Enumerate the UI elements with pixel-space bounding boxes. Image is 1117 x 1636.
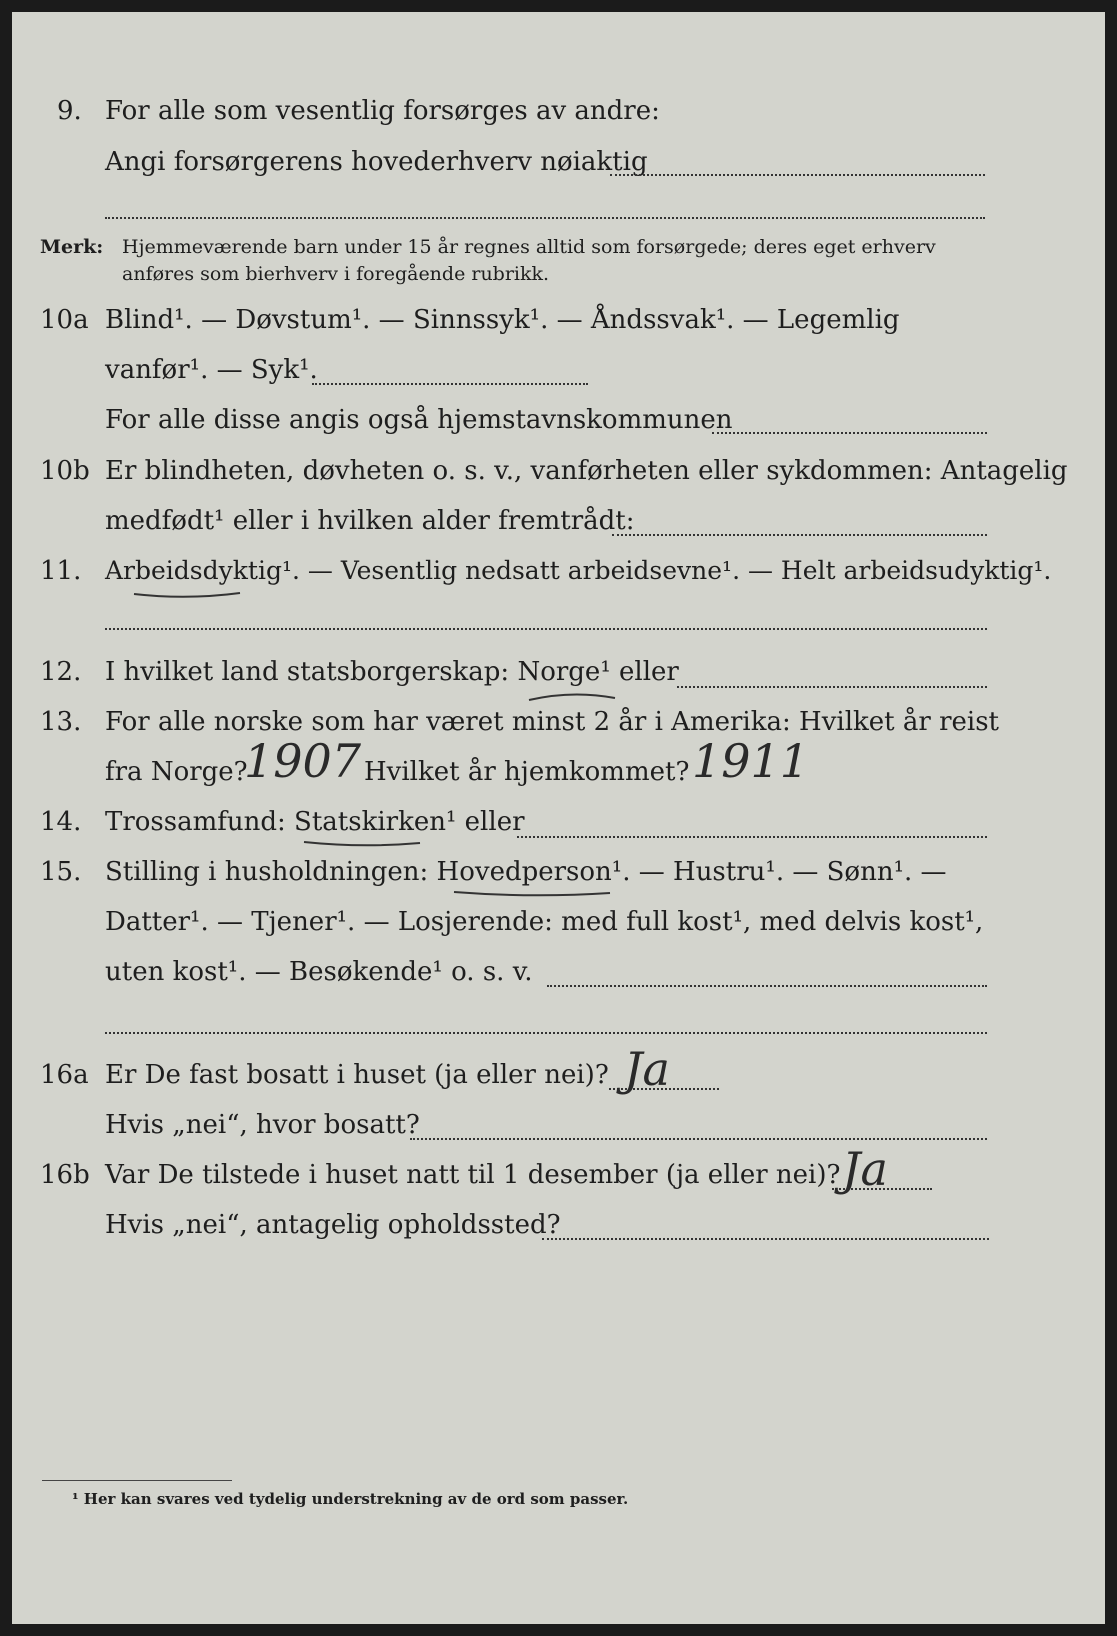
q10a-kommune-line[interactable]: [712, 432, 987, 434]
q14-answer-line[interactable]: [517, 836, 987, 838]
census-form-page: [12, 12, 1105, 1624]
q9-answer-line[interactable]: [610, 174, 985, 176]
q16b-number: 16b: [40, 1160, 90, 1190]
footnote-rule: [42, 1480, 232, 1481]
q16b-line2: Hvis „nei“, antagelig opholdssted?: [105, 1210, 561, 1240]
q10b-number: 10b: [40, 456, 90, 486]
q13-line2b: Hvilket år hjemkommet?: [364, 757, 690, 787]
q13-underline-mark: [527, 690, 617, 704]
q10a-line2: vanfør¹. — Syk¹.: [105, 355, 318, 385]
q16b-answer: Ja: [842, 1142, 888, 1196]
q16a-number: 16a: [40, 1060, 89, 1090]
q14-underline-mark: [302, 838, 422, 850]
q9-line2: Angi forsørgerens hovederhverv nøiaktig: [105, 147, 648, 177]
q10a-line1: Blind¹. — Døvstum¹. — Sinnssyk¹. — Åndssvak¹. — Legemlig: [105, 305, 900, 335]
q15-line3: uten kost¹. — Besøkende¹ o. s. v.: [105, 957, 533, 987]
q11-underline-mark: [132, 588, 242, 600]
q15-underline-mark: [452, 888, 612, 900]
q11-answer-line[interactable]: [105, 628, 987, 630]
q11-number: 11.: [40, 556, 82, 586]
q10b-answer-line[interactable]: [612, 534, 987, 536]
q10a-number: 10a: [40, 305, 89, 335]
q16a-line2: Hvis „nei“, hvor bosatt?: [105, 1110, 420, 1140]
q15-number: 15.: [40, 857, 82, 887]
q10b-line1: Er blindheten, døvheten o. s. v., vanførheten eller sykdommen: Antagelig: [105, 456, 1068, 486]
q14-line1: Trossamfund: Statskirken¹ eller: [105, 807, 525, 837]
q13-answer-hjem: 1911: [692, 734, 810, 788]
q13-number: 13.: [40, 707, 82, 737]
q9-line1: For alle som vesentlig forsørges av andre:: [105, 96, 660, 126]
q9-answer-line-2[interactable]: [105, 217, 985, 219]
q13-answer-reist: 1907: [244, 734, 362, 788]
merk-label: Merk:: [40, 236, 104, 258]
q10b-line2: medfødt¹ eller i hvilken alder fremtrådt:: [105, 506, 635, 536]
q12-answer-line[interactable]: [677, 686, 987, 688]
q15-answer-line-2[interactable]: [105, 1032, 987, 1034]
merk-line2: anføres som bierhverv i foregående rubrikk.: [122, 263, 550, 285]
q10a-line3: For alle disse angis også hjemstavnskommunen: [105, 405, 733, 435]
q12-number: 12.: [40, 657, 82, 687]
q14-number: 14.: [40, 807, 82, 837]
footnote: ¹ Her kan svares ved tydelig understrekning av de ord som passer.: [72, 1490, 629, 1508]
q15-line2: Datter¹. — Tjener¹. — Losjerende: med full kost¹, med delvis kost¹,: [105, 907, 984, 937]
q12-line1: I hvilket land statsborgerskap: Norge¹ eller: [105, 657, 679, 687]
q13-line2a: fra Norge?: [105, 757, 248, 787]
q15-line1: Stilling i husholdningen: Hovedperson¹. — Hustru¹. — Sønn¹. —: [105, 857, 947, 887]
q16b-line1: Var De tilstede i huset natt til 1 desember (ja eller nei)?: [105, 1160, 841, 1190]
q16a-answer: Ja: [624, 1042, 670, 1096]
q16a-bosatt-line[interactable]: [410, 1138, 987, 1140]
q16a-line1: Er De fast bosatt i huset (ja eller nei)?: [105, 1060, 609, 1090]
q16b-opholdssted-line[interactable]: [542, 1238, 989, 1240]
q15-answer-line[interactable]: [547, 985, 987, 987]
q9-number: 9.: [57, 96, 82, 126]
q11-line1: Arbeidsdyktig¹. — Vesentlig nedsatt arbeidsevne¹. — Helt arbeidsudyktig¹.: [105, 556, 1052, 585]
q13-line1: For alle norske som har været minst 2 år i Amerika: Hvilket år reist: [105, 707, 999, 737]
merk-line1: Hjemmeværende barn under 15 år regnes alltid som forsørgede; deres eget erhverv: [122, 236, 936, 258]
q10a-answer-line[interactable]: [312, 383, 588, 385]
